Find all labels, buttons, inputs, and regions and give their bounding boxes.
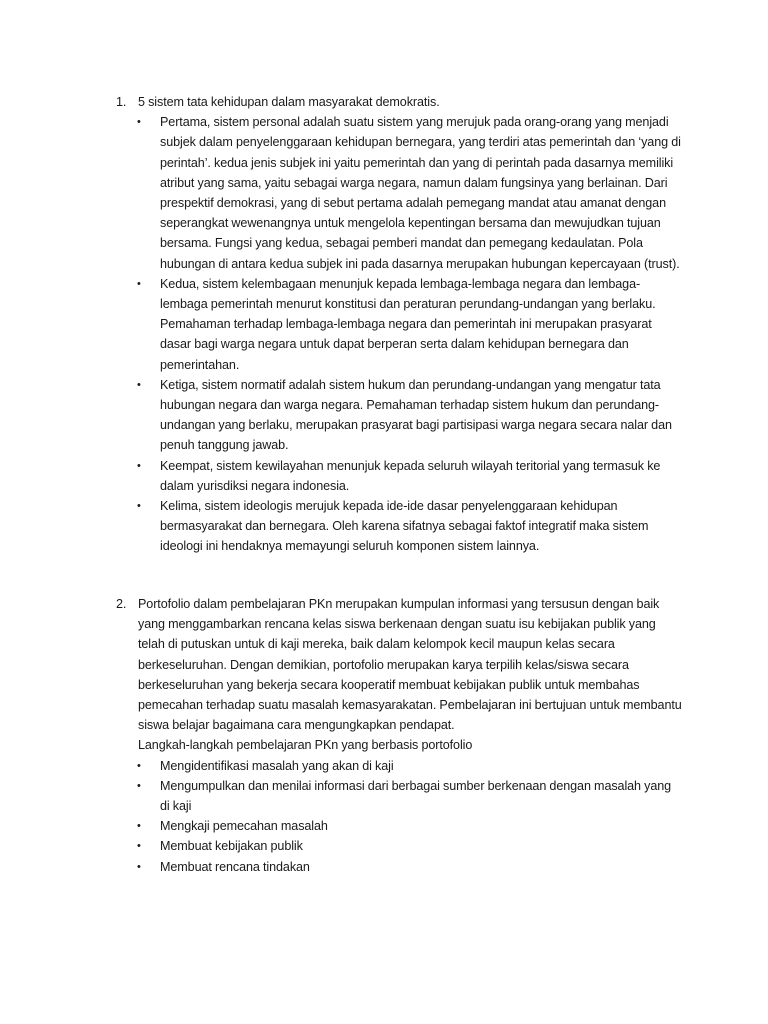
list-item-text: Kedua, sistem kelembagaan menunjuk kepada lembaga-lembaga negara dan lembaga-lembaga pemerintah menurut konstitusi dan peraturan perundang-undangan yang berlaku. Pemahaman terhadap lembaga-lembaga negara dan pemerintah ini merupakan prasyarat dasar bagi warga negara untuk dapat berperan serta dalam kehidupan bernegara dan pemerintahan.	[160, 276, 656, 372]
list-item	[116, 776, 682, 816]
list-item	[116, 112, 682, 274]
section-1-heading: 5 sistem tata kehidupan dalam masyarakat demokratis.	[138, 95, 440, 109]
list-item	[116, 274, 682, 375]
section-1-body	[138, 92, 682, 557]
bullet-icon: •	[137, 860, 141, 873]
list-item-text: Pertama, sistem personal adalah suatu sistem yang merujuk pada orang-orang yang menjadi subjek dalam penyelenggaraan kehidupan bernegara, yang terdiri atas pemerintah dan ‘yang di perintah’. kedua jenis subjek ini yaitu pemerintah dan yang di perintah pada dasarnya memiliki atribut yang sama, yaitu sebagai warga negara, namun dalam fungsinya yang berlainan. Dari prespektif demokrasi, yang di sebut pertama adalah pemegang mandat atau amanat dengan seperangkat wewenangnya untuk mengelola kepentingan bersama dan mewujudkan tujuan bersama. Fungsi yang kedua, sebagai pemberi mandat dan pemegang kedaulatan. Pola hubungan di antara kedua subjek ini pada dasarnya merupakan hubungan kepercayaan (trust).	[160, 115, 681, 271]
list-item-text: Ketiga, sistem normatif adalah sistem hukum dan perundang-undangan yang mengatur tata hubungan negara dan warga negara. Pemahaman terhadap sistem hukum dan perundang-undangan yang berlaku, merupakan prasyarat bagi partisipasi warga negara secara nalar dan penuh tanggung jawab.	[160, 377, 672, 453]
list-item	[116, 375, 682, 456]
list-item-text: Mengidentifikasi masalah yang akan di kaji	[160, 758, 394, 773]
list-item-text: Membuat rencana tindakan	[160, 859, 310, 874]
section-1-list	[116, 112, 682, 556]
bullet-icon: •	[137, 277, 141, 290]
list-item-text: Mengumpulkan dan menilai informasi dari berbagai sumber berkenaan dengan masalah yang di kaji	[160, 778, 672, 814]
section-2-number: 2.	[116, 597, 127, 611]
bullet-icon: •	[137, 378, 141, 391]
bullet-icon: •	[137, 759, 141, 772]
section-2-steps-heading: Langkah-langkah pembelajaran PKn yang berbasis portofolio	[138, 738, 473, 753]
section-2-body	[138, 594, 682, 877]
section-1-number: 1.	[116, 95, 127, 109]
bullet-icon: •	[137, 116, 141, 129]
bullet-icon: •	[137, 820, 141, 833]
list-item	[116, 496, 682, 557]
list-item	[116, 857, 682, 877]
list-item	[116, 816, 682, 836]
list-item	[116, 836, 682, 856]
list-item-text: Kelima, sistem ideologis merujuk kepada ide-ide dasar penyelenggaraan kehidupan bermasyarakat dan bernegara. Oleh karena sifatnya sebagai faktof integratif maka sistem ideologi ini hendaknya memayungi seluruh komponen sistem lainnya.	[160, 499, 649, 554]
list-item-text: Keempat, sistem kewilayahan menunjuk kepada seluruh wilayah teritorial yang termasuk ke dalam yurisdiksi negara indonesia.	[160, 458, 661, 493]
section-2-paragraph: Portofolio dalam pembelajaran PKn merupakan kumpulan informasi yang tersusun dengan baik yang menggambarkan rencana kelas siswa berkenaan dengan suatu isu kebijakan publik yang telah di putuskan untuk di kaji mereka, baik dalam kelompok kecil maupun kelas secara berkeseluruhan. Dengan demikian, portofolio merupakan karya terpilih kelas/siswa secara berkeseluruhan yang bekerja secara kooperatif membuat kebijakan publik untuk membahas pemecahan terhadap suatu masalah kemasyarakatan. Pembelajaran ini bertujuan untuk membantu siswa belajar bagaimana cara mengungkapkan pendapat.	[138, 597, 682, 733]
list-item	[116, 756, 682, 776]
bullet-icon: •	[137, 840, 141, 853]
bullet-icon: •	[137, 779, 141, 792]
bullet-icon: •	[137, 500, 141, 513]
list-item-text: Mengkaji pemecahan masalah	[160, 819, 328, 834]
list-item	[116, 456, 682, 496]
bullet-icon: •	[137, 459, 141, 472]
section-2-list	[116, 756, 682, 877]
list-item-text: Membuat kebijakan publik	[160, 839, 303, 854]
